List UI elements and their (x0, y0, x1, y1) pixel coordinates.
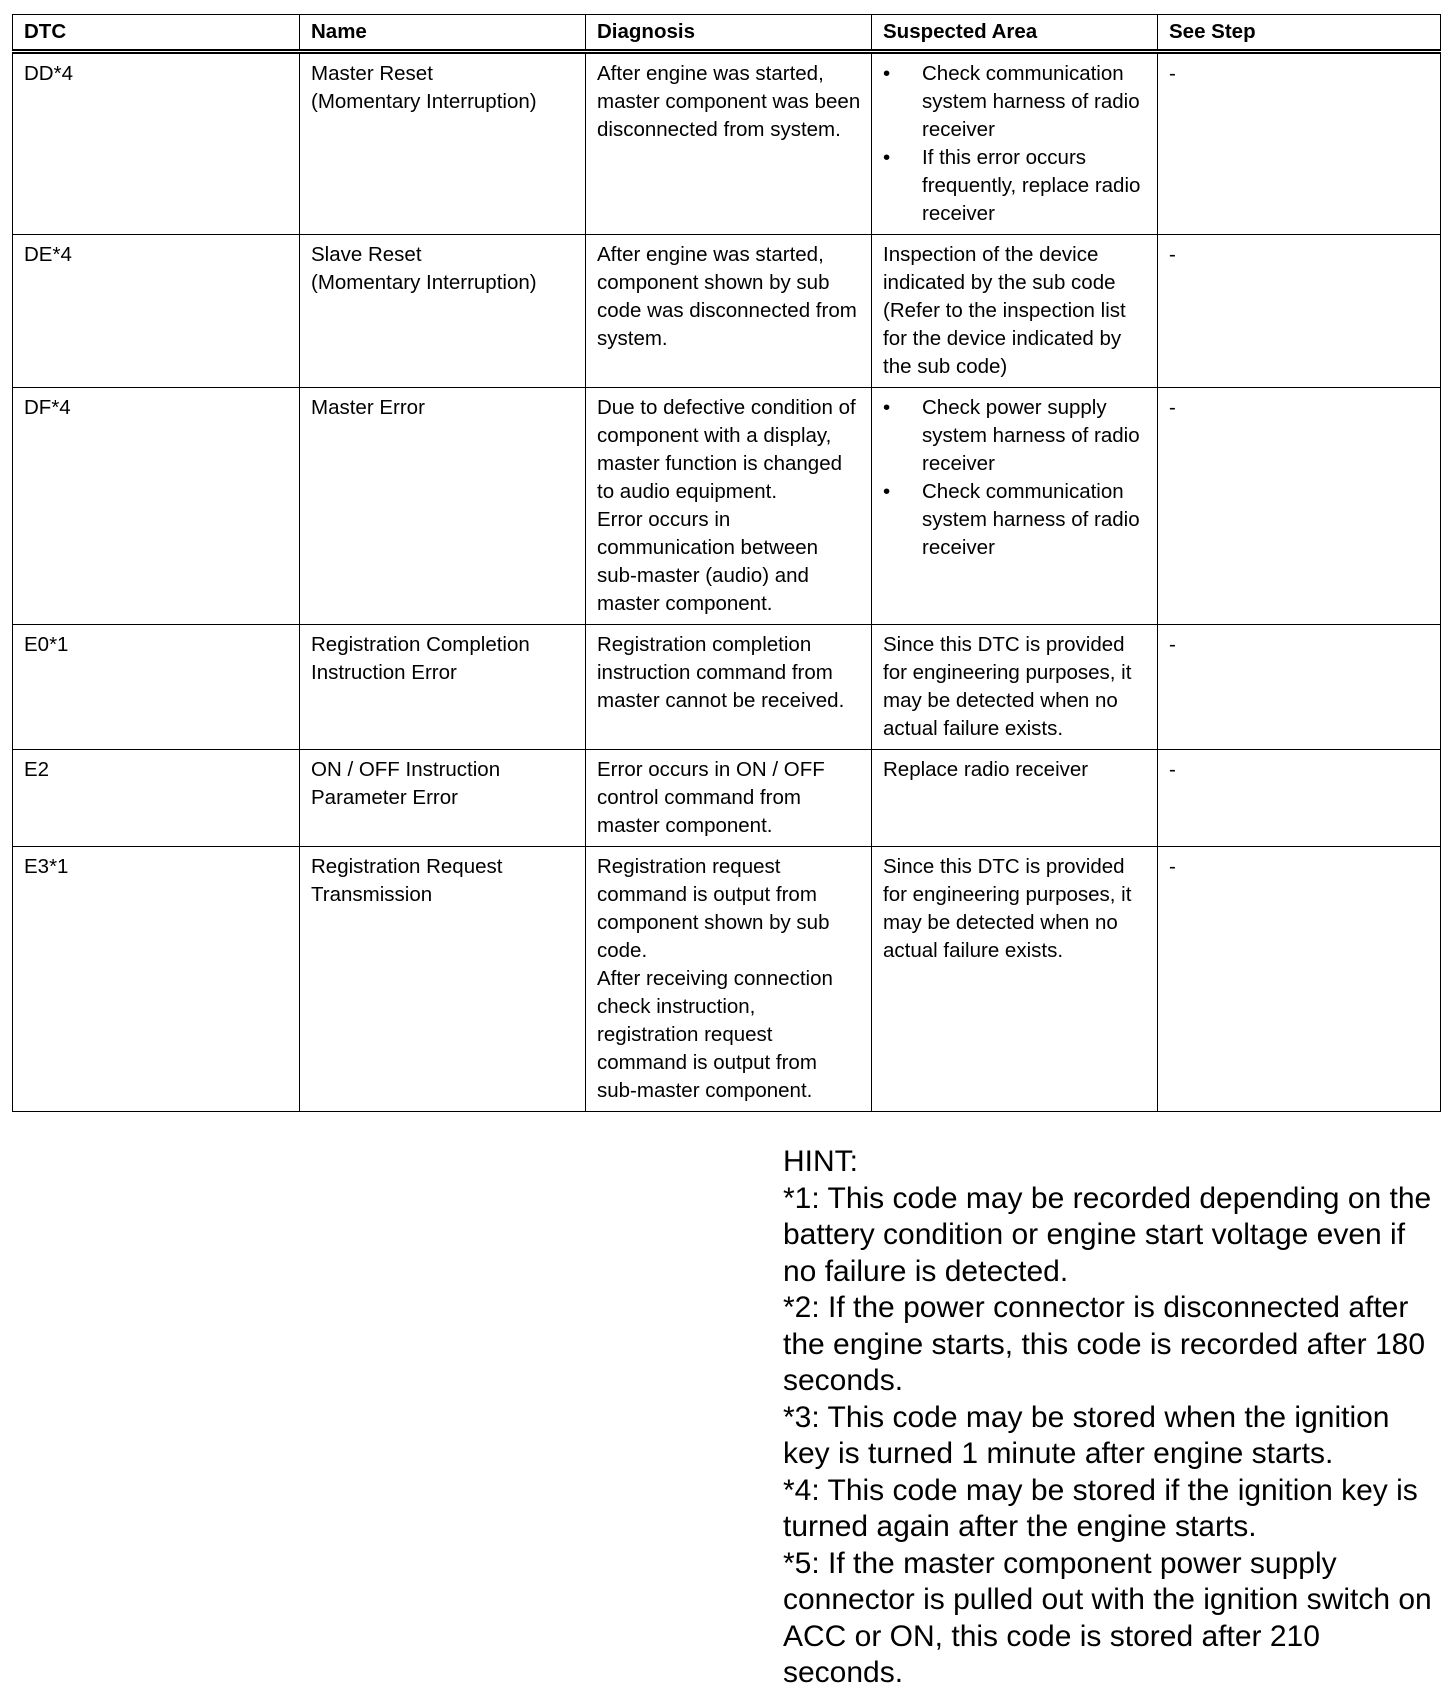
see-step: - (1158, 388, 1441, 625)
table-row (13, 388, 1441, 625)
header-name: Name (300, 15, 586, 52)
dtc-name-line: ON / OFF Instruction Parameter Error (311, 758, 501, 809)
suspected-area-item: • If this error occurs frequently, replace radio receiver (883, 144, 1147, 228)
see-step: - (1158, 625, 1441, 750)
suspected-area (872, 52, 1158, 235)
table-row (13, 52, 1441, 235)
see-step: - (1158, 235, 1441, 388)
dtc-code: DE*4 (13, 235, 300, 388)
header-suspected-area: Suspected Area (872, 15, 1158, 52)
dtc-table (12, 14, 1441, 1112)
hint-note: *1: This code may be recorded depending on the battery condition or engine start voltage even if no failure is detected. (783, 1181, 1432, 1288)
table-header-row (13, 15, 1441, 52)
suspected-area: Replace radio receiver (872, 750, 1158, 847)
suspected-area-list (883, 60, 1147, 228)
diagnosis-paragraph: After engine was started, master component was been disconnected from system. (597, 62, 861, 141)
suspected-area-item: • Check communication system harness of radio receiver (883, 478, 1147, 562)
header-dtc: DTC (13, 15, 300, 52)
see-step: - (1158, 750, 1441, 847)
table-row (13, 750, 1441, 847)
table-row (13, 625, 1441, 750)
dtc-name (300, 52, 586, 235)
dtc-diagnosis (586, 52, 872, 235)
dtc-name-line: (Momentary Interruption) (311, 271, 537, 294)
suspected-area: Since this DTC is provided for engineering purposes, it may be detected when no actual failure exists. (872, 625, 1158, 750)
hint-section (783, 1144, 1443, 1692)
hint-note: *4: This code may be stored if the ignition key is turned again after the engine starts. (783, 1473, 1418, 1543)
hint-note: *3: This code may be stored when the ignition key is turned 1 minute after engine starts. (783, 1400, 1390, 1470)
dtc-code: E2 (13, 750, 300, 847)
suspected-area: Inspection of the device indicated by the sub code (Refer to the inspection list for the device indicated by the sub code) (872, 235, 1158, 388)
hint-note: *5: If the master component power supply connector is pulled out with the ignition switch on ACC or ON, this code is stored after 210 seconds. (783, 1546, 1432, 1689)
dtc-name-line: (Momentary Interruption) (311, 90, 537, 113)
diagnosis-paragraph: Registration request command is output from component shown by sub code. (597, 855, 830, 962)
suspected-area: Since this DTC is provided for engineering purposes, it may be detected when no actual failure exists. (872, 847, 1158, 1112)
dtc-name-line: Registration Request Transmission (311, 855, 503, 906)
dtc-name (300, 235, 586, 388)
diagnosis-paragraph: Registration completion instruction command from master cannot be received. (597, 633, 845, 712)
diagnosis-paragraph: After engine was started, component shown by sub code was disconnected from system. (597, 243, 857, 350)
dtc-code: E0*1 (13, 625, 300, 750)
see-step: - (1158, 847, 1441, 1112)
table-row (13, 847, 1441, 1112)
dtc-name (300, 750, 586, 847)
dtc-name-line: Master Reset (311, 62, 433, 85)
diagnosis-paragraph: Error occurs in communication between sub-master (audio) and master component. (597, 508, 819, 615)
suspected-area-item: • Check power supply system harness of radio receiver (883, 394, 1147, 478)
dtc-code: DD*4 (13, 52, 300, 235)
dtc-code: E3*1 (13, 847, 300, 1112)
dtc-diagnosis (586, 750, 872, 847)
suspected-area-list (883, 394, 1147, 562)
dtc-diagnosis (586, 235, 872, 388)
hint-note: *2: If the power connector is disconnected after the engine starts, this code is recorded after 180 seconds. (783, 1291, 1426, 1397)
dtc-diagnosis (586, 625, 872, 750)
header-diagnosis: Diagnosis (586, 15, 872, 52)
dtc-name (300, 847, 586, 1112)
dtc-name-line: Registration Completion Instruction Error (311, 633, 530, 684)
dtc-name-line: Slave Reset (311, 243, 422, 266)
dtc-name-line: Master Error (311, 396, 425, 419)
diagnosis-paragraph: Error occurs in ON / OFF control command from master component. (597, 758, 825, 837)
header-see-step: See Step (1158, 15, 1441, 52)
table-row (13, 235, 1441, 388)
dtc-diagnosis (586, 388, 872, 625)
see-step: - (1158, 52, 1441, 235)
suspected-area (872, 388, 1158, 625)
suspected-area-item: • Check communication system harness of radio receiver (883, 60, 1147, 144)
dtc-code: DF*4 (13, 388, 300, 625)
dtc-name (300, 388, 586, 625)
dtc-diagnosis (586, 847, 872, 1112)
diagnosis-paragraph: After receiving connection check instruction, registration request command is output from sub-master component. (597, 967, 833, 1102)
hint-title: HINT: (783, 1145, 858, 1178)
dtc-name (300, 625, 586, 750)
diagnosis-paragraph: Due to defective condition of component with a display, master function is changed to audio equipment. (597, 396, 856, 503)
